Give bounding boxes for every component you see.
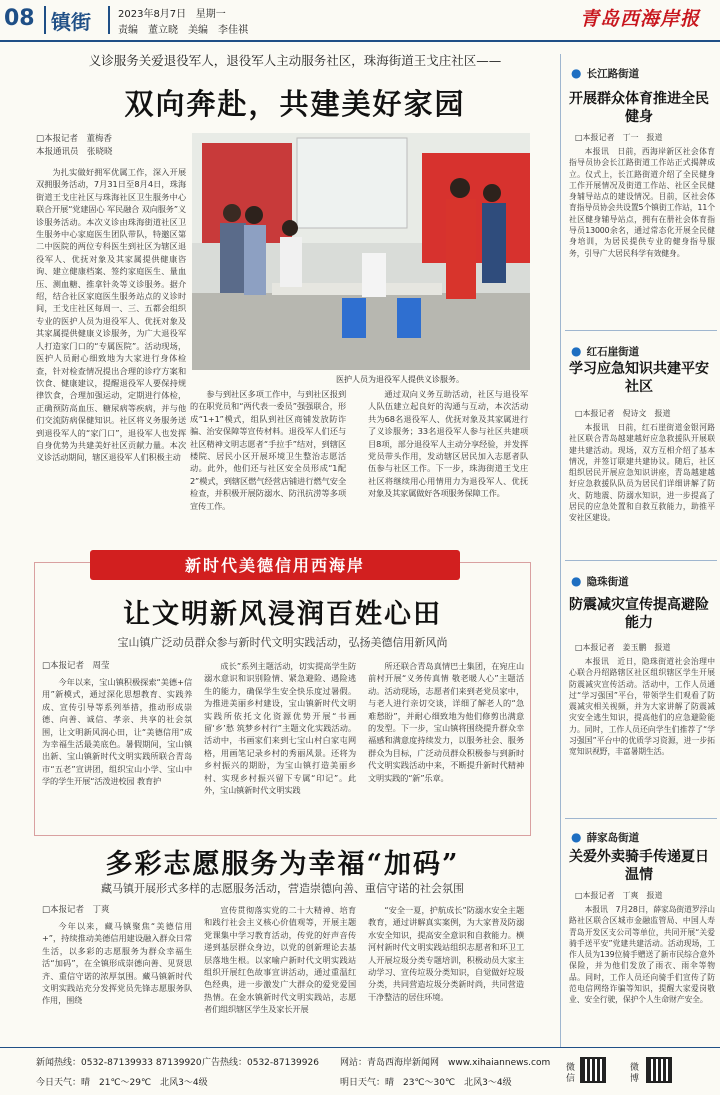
today-weather: 今日天气：晴 21℃～29℃ 北风3～4级 [36,1078,208,1088]
brief-text: 本报讯 日前，红石崖街道金银河路社区联合青岛越建越好应急救援队开展联建共建活动。现场，双方互相介绍了基本情况，并签订联建共建协议。随后，社区组织居民开展应急知识讲座，青岛越建越好应急救援队队员为居民们详细讲解了防火、防地震、防溺水知识，进一步提高了居民的应急处置和自救互救能力，助推平安社区建设。 [569,423,715,523]
main-story-headline: 双向奔赴，共建美好家园 [124,87,466,121]
main-story-kicker: 义诊服务关爱退役军人，退役军人主动服务社区，珠海街道王戈庄社区—— [88,53,502,68]
main-story-column-3: 通过双向义务互助活动，社区与退役军人队伍建立起良好的沟通与互动，本次活动共为68名退役军人、优抚对象及其家属进行了义诊服务；33名退役军人参与社区共建项目8项，部分退役军人主动分享经验，并发挥党员带头作用，发动辖区居民加入志愿者队伍参与社区工作。下一步，珠海街道王戈庄社区将继续用心用情用力为退役军人、优抚对象及其家属做好各项服务保障工作。 [368,389,528,499]
location-pin-icon: ● [571,344,582,358]
location-pin-icon: ● [571,830,582,844]
section-name: 镇街 [51,10,91,34]
story3-byline: □本报记者 丁爽 [42,905,110,915]
masthead-divider [44,6,46,34]
brief-tag: 隐珠街道 [586,576,629,588]
issue-date-line [118,5,226,20]
brief-title: 关爱外卖骑手传递夏日温情 [569,849,709,883]
brief-tag: 长江路街道 [586,68,640,80]
issue-date: 2023年8月7日 [118,9,187,20]
brief-byline: □本报记者 丁爽 报道 [575,891,663,900]
brief-tag-row [571,62,639,81]
tomorrow-weather: 明日天气：晴 23℃～30℃ 北风3～4级 [340,1078,512,1088]
brief-byline: □本报记者 倪诗文 报道 [575,409,671,418]
issue-weekday: 星期一 [195,9,226,20]
newspaper-logo: 青岛西海岸报 [580,8,701,30]
byline-reporter: □本报记者 董梅香 [36,134,113,144]
brief-text: 本报讯 7月28日，薛家岛街道罗浮山路社区联合区城市金融监管局、中国人寿青岛开发区支公司等单位，共同开展“关爱骑手送平安”党建共建活动。活动现场，工作人员为139位骑手赠送了新市民综合意外保险，并为他们发放了雨衣、雨伞等物品。同时，工作人员还向骑手们宣传了防范电信网络诈骗等知识，提醒大家爱岗敬业、安全行驶，保护个人生命财产安全。 [569,905,715,1005]
brief-tag-row [571,826,639,845]
wechat-qr-code [580,1057,606,1083]
photo-caption: 医护人员为退役军人提供义诊服务。 [336,375,464,384]
brief-title: 学习应急知识共建平安社区 [569,361,709,395]
story2-column-3: 所还联合青岛真情巴士集团，在宛庄山前村开展“义务传真情 敬老暖人心”主题活动。活动现场，志愿者们来到老党员家中，与老人进行亲切交谈，详细了解老人的“急难愁盼”，并耐心细致地为他们修剪出满意的发型。下一步，宝山镇将围绕提升群众幸福感和满意度持续发力，以服务社会、服务群众为目标，广泛动员群众积极参与到新时代文明实践活动中来，不断提升新时代精神文明实践的“新”乐章。 [368,661,524,783]
main-story-column-2: 参与到社区多项工作中，与到社区报到的在职党员和“两代表一委员”强强联合，形成“1+1”模式，组队到社区商铺发放防诈骗、治安保障等宣传材料。退役军人们还与社区精神文明志愿者“手拉手”结对，到辖区楼院、居民小区开展环境卫生整治志愿活动。此外，他们还与社区安全员形成“1配2”模式，到辖区燃气经营店铺进行燃气安全检查，并积极开展防溺水、防汛抗涝等多项宣传工作。 [190,389,346,511]
masthead-divider [108,6,110,34]
location-pin-icon: ● [571,66,582,80]
photo-illustration [192,133,530,370]
main-story-photo [192,133,530,370]
location-pin-icon: ● [571,574,582,588]
brief-byline: □本报记者 姜玉鹏 报道 [575,643,671,652]
main-story-byline [36,133,113,159]
story2-column-1: 今年以来，宝山镇积极探索“美德+信用”新模式，通过深化思想教育、实践养成、宣传引导等系列举措，推动形成崇德、向善、诚信、孝亲、共享的社会氛围，让文明新风润心田，让“美德信用”成为幸福生活最美底色。暑假期间，宝山镇出新、宝山镇新时代文明实践所联合青岛市“五老”宣讲团，组织宝山小学、宝山中学的学生开展“活泼进校园 教育护 [42,677,192,787]
brief-divider [565,560,717,561]
brief-tag-row [571,340,639,359]
story2-headline: 让文明新风浸润百姓心田 [123,599,442,630]
story3-column-3: “安全一夏，护航成长”防溺水安全主题教育，通过讲解真实案例，为大家普及防溺水安全知识，提高安全意识和自救能力。横河村新时代文明实践站组织志愿者和环卫工人开展垃圾分类专题培训，积极动员大家主动学习、宣传垃圾分类知识，自觉做好垃圾分类，共同营造垃圾分类新时尚，共同营造干净整洁的居住环境。 [368,905,524,1002]
brief-tag: 红石崖街道 [586,346,640,358]
brief-tag-row [571,570,629,589]
main-story-column-1: 为扎实做好拥军优属工作，深入开展双拥服务活动，7月31日至8月4日，珠海街道王戈庄社区与珠海社区卫生服务中心联合开展“党建固心 军民融合 双向服务”义诊服务活动。本次义诊由珠海街道社区卫生服务中心家庭医生团队带队，特邀区第二中医院的两位专科医生到社区为辖区退役军人、优抚对象及其家属提供健康咨询、建立健康档案、签约家庭医生、量血压、测血糖、推拿针灸等义诊服务。据介绍，结合社区家庭医生服务站点的义诊时间，王戈庄社区每周一、三、五都会组织专业的医护人员为退役军人、优抚对象及其家属提供健康义诊服务，为广大退役军人打造家门口的“专属医院”。活动现场，医护人员耐心细致地为大家进行身体检查，针对检查情况提出合理的诊疗方案和饮食、健康建议，提醒退役军人要保持规律饮食，合理加强运动，定期进行体检，正确预防高血压、糖尿病等疾病，并与他们交流防病保健知识。社区将义务服务送到退役军人的“家门口”，退役军人也发挥自身优势为共建美好社区贡献力量。本次义诊活动期间，辖区退役军人们积极主动 [36,167,186,463]
story3-column-2: 宣传贯彻落实党的二十大精神、培育和践行社会主义核心价值观等，开展主题党课集中学习教育活动，传党的好声音传递到基层群众身边，以党的创新理论去基层落地生根。以家喻户新时代文明实践站组织开展红色故事宣讲活动，通过重温红色经典，进一步激发广大群众的爱党爱国热情。在金水镇新时代文明实践站，志愿者们组织辖区学生及家长开展 [204,905,356,1015]
briefs-sidebar [560,54,720,1047]
brief-tag: 薛家岛街道 [586,832,640,844]
weibo-label: 微博 [630,1063,640,1084]
brief-divider [565,818,717,819]
news-hotline: 新闻热线：0532-87139933 87139920 [36,1058,202,1068]
ad-hotline: 广告热线：0532-87139926 [202,1058,319,1068]
brief-byline: □本报记者 丁一 报道 [575,133,663,142]
story3-headline: 多彩志愿服务为幸福“加码” [105,849,460,880]
story2-byline: □本报记者 周莹 [42,661,110,671]
brief-divider [565,330,717,331]
website: 网站：青岛西海岸新闻网 www.xihaiannews.com [340,1058,551,1068]
brief-title: 防震减灾宣传提高避险能力 [569,597,709,631]
weibo-qr-code [646,1057,672,1083]
story2-column-2: 成长”系列主题活动，切实提高学生防溺水意识和识别险情、紧急避险、遇险逃生的能力，确保学生安全快乐度过暑假。为推进美丽乡村建设，宝山镇新时代文明实践所依托文化资源优势开展“书画留‘乡’愁 筑梦乡村行”主题文化实践活动。活动中，书画家们来到七宝山村白家屯网格，用画笔记录乡村的秀丽风景。还将为乡村振兴的期盼，为宝山镇打造美丽乡村、实现乡村振兴留下专属“印记”。此外，宝山镇新时代文明实践 [204,661,356,796]
story3-deck: 藏马镇开展形式多样的志愿服务活动，营造崇德向善、重信守诺的社会氛围 [101,882,464,895]
editors-line: 责编 董立晓 美编 李佳祺 [118,25,248,36]
story3-column-1: 今年以来，藏马镇聚焦“美德信用+”，持续推动美德信用建设融入群众日常生活，以多彩的志愿服务为群众幸福生活“加码”，在全镇形成崇德向善、见贤思齐、重信守诺的浓厚氛围。藏马镇新时代文明实践站充分发挥党员先锋志愿服务队作用，围绕 [42,921,192,1006]
brief-title: 开展群众体育推进全民健身 [569,91,709,125]
brief-text: 本报讯 近日，隐珠街道社会治理中心联合丹绍路辖区社区组织辖区学生开展防震减灾宣传活动。活动中，工作人员通过“学习强国”平台，带领学生们观看了防震减灾相关视频，并为大家讲解了防震减灾安全逃生知识，提高他们的应急避险能力。同时，工作人员还向学生们推荐了“学习强国”平台中的优质学习资源，进一步拓宽知识视野，丰富暑期生活。 [569,657,715,757]
story2-deck: 宝山镇广泛动员群众参与新时代文明实践活动，弘扬美德信用新风尚 [117,636,448,649]
byline-correspondent: 本报通讯员 张晓晓 [36,147,113,157]
wechat-label: 微信 [566,1063,576,1084]
page-number: 08 [4,6,35,31]
section-banner-text: 新时代美德信用西海岸 [184,556,365,575]
brief-text: 本报讯 日前，西海岸新区社会体育指导员协会长江路街道工作站正式揭牌成立。仪式上，长江路街道介绍了全民健身工作开展情况及街道工作站、社区全民健身辅导站点的建设情况。目前，区社会体育指导员协会共设置5个镇街工作站，11个社区健身辅导站点，拥有在册社会体育指导员13000余名，通过常态化开展全民健身培训，为居民提供专业的健身指导服务，引导广大居民科学有效健身。 [569,147,715,258]
